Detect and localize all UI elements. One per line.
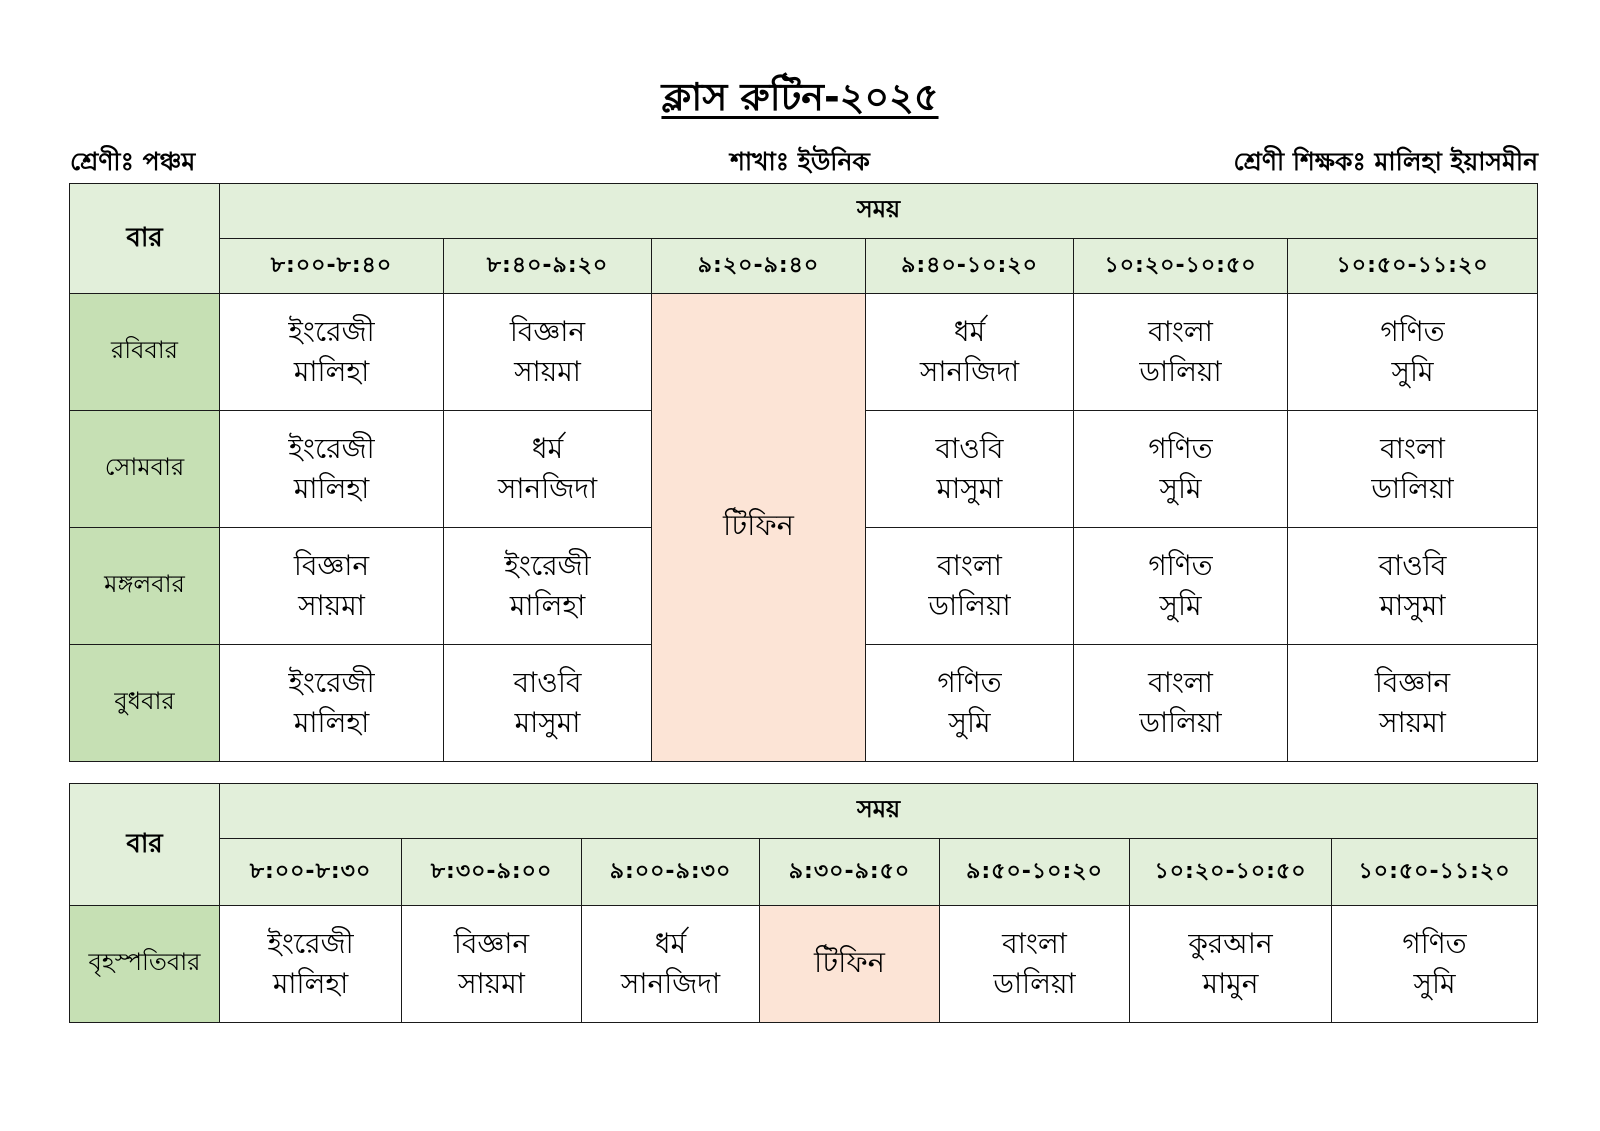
class-cell [866,528,1074,645]
time-header: সময় [220,784,1538,839]
time-slot: ৯:৩০-৯:৫০ [760,839,940,906]
teacher: সায়মা [514,355,581,388]
class-teacher-info: শ্রেণী শিক্ষকঃ মালিহা ইয়াসমীন [1233,147,1538,176]
routine-table-thursday [69,783,1538,1023]
time-slot: ৯:৫০-১০:২০ [940,839,1130,906]
subject: বাওবি [935,432,1004,465]
time-slot: ১০:৫০-১১:২০ [1288,239,1538,294]
subject: ধর্ম [953,315,986,348]
teacher: ডালিয়া [993,967,1076,1000]
class-cell [866,411,1074,528]
time-slot: ১০:২০-১০:৫০ [1130,839,1332,906]
teacher: মামুন [1202,967,1259,1000]
subject: ইংরেজী [267,927,354,960]
time-slot: ৮:৪০-৯:২০ [444,239,652,294]
subject: ইংরেজী [288,315,375,348]
day-label: মঙ্গলবার [70,528,220,645]
subject: বিজ্ঞান [293,549,370,582]
section-info: শাখাঃ ইউনিক [730,147,870,176]
time-slot: ৯:০০-৯:৩০ [582,839,760,906]
class-cell [220,645,444,762]
day-label: রবিবার [70,294,220,411]
day-column-header: বার [70,184,220,294]
teacher: সায়মা [298,589,365,622]
subject: ধর্ম [654,927,687,960]
teacher: মাসুমা [514,706,581,739]
subject: গণিত [1148,549,1213,582]
teacher: ডালিয়া [1139,706,1222,739]
class-cell [220,411,444,528]
class-cell [1074,645,1288,762]
subject: বাংলা [937,549,1002,582]
class-cell [220,906,402,1023]
class-cell [940,906,1130,1023]
teacher: মালিহা [509,589,586,622]
teacher: সুমি [1159,472,1202,505]
time-slot: ৯:২০-৯:৪০ [652,239,866,294]
teacher: ডালিয়া [1371,472,1454,505]
teacher: সুমি [1391,355,1434,388]
teacher: সুমি [1413,967,1456,1000]
day-label: বৃহস্পতিবার [70,906,220,1023]
class-cell [220,528,444,645]
time-slot: ১০:৫০-১১:২০ [1332,839,1538,906]
teacher: সানজিদা [620,967,721,1000]
teacher: সায়মা [1379,706,1446,739]
class-cell [444,528,652,645]
class-info: শ্রেণীঃ পঞ্চম [70,147,196,176]
subject: ইংরেজী [504,549,591,582]
class-cell [444,294,652,411]
class-cell [444,645,652,762]
class-cell [1288,411,1538,528]
subject: ইংরেজী [288,432,375,465]
class-cell [1074,528,1288,645]
subject: বাওবি [513,666,582,699]
tiffin-break-cell: টিফিন [760,906,940,1023]
subject: বিজ্ঞান [1374,666,1451,699]
teacher: মাসুমা [1379,589,1446,622]
subject: ইংরেজী [288,666,375,699]
teacher: মালিহা [272,967,349,1000]
teacher: ডালিয়া [928,589,1011,622]
teacher: ডালিয়া [1139,355,1222,388]
class-cell [1130,906,1332,1023]
class-cell [1288,645,1538,762]
table-row [70,294,1538,411]
teacher: মালিহা [293,472,370,505]
subject: ধর্ম [531,432,564,465]
subject: বাংলা [1380,432,1445,465]
subject: বাওবি [1378,549,1447,582]
teacher: সানজিদা [497,472,598,505]
class-cell [1288,294,1538,411]
teacher: মালিহা [293,355,370,388]
class-cell [1074,411,1288,528]
time-header: সময় [220,184,1538,239]
teacher: মাসুমা [936,472,1003,505]
subject: গণিত [1148,432,1213,465]
subject: বিজ্ঞান [509,315,586,348]
subject: বিজ্ঞান [453,927,530,960]
table-row [70,906,1538,1023]
class-cell [866,294,1074,411]
teacher: সুমি [1159,589,1202,622]
subject: বাংলা [1148,315,1213,348]
subject: গণিত [937,666,1002,699]
routine-table-weekdays [69,183,1538,762]
teacher: মালিহা [293,706,370,739]
teacher: সানজিদা [919,355,1020,388]
time-slot: ৮:০০-৮:৪০ [220,239,444,294]
tiffin-break-cell: টিফিন [652,294,866,762]
teacher: সায়মা [458,967,525,1000]
subject: বাংলা [1002,927,1067,960]
teacher: সুমি [948,706,991,739]
time-slot: ৮:৩০-৯:০০ [402,839,582,906]
time-slot: ৮:০০-৮:৩০ [220,839,402,906]
subject: কুরআন [1188,927,1273,960]
time-slot: ১০:২০-১০:৫০ [1074,239,1288,294]
subject: গণিত [1380,315,1445,348]
class-cell [1332,906,1538,1023]
class-cell [220,294,444,411]
class-cell [1288,528,1538,645]
day-label: সোমবার [70,411,220,528]
class-cell [402,906,582,1023]
class-cell [444,411,652,528]
day-column-header: বার [70,784,220,906]
page-title [0,68,1600,132]
title-text: ক্লাস রুটিন-২০২৫ [661,75,939,119]
day-label: বুধবার [70,645,220,762]
subject: বাংলা [1148,666,1213,699]
time-slot: ৯:৪০-১০:২০ [866,239,1074,294]
class-cell [1074,294,1288,411]
class-cell [866,645,1074,762]
subject: গণিত [1402,927,1467,960]
class-cell [582,906,760,1023]
